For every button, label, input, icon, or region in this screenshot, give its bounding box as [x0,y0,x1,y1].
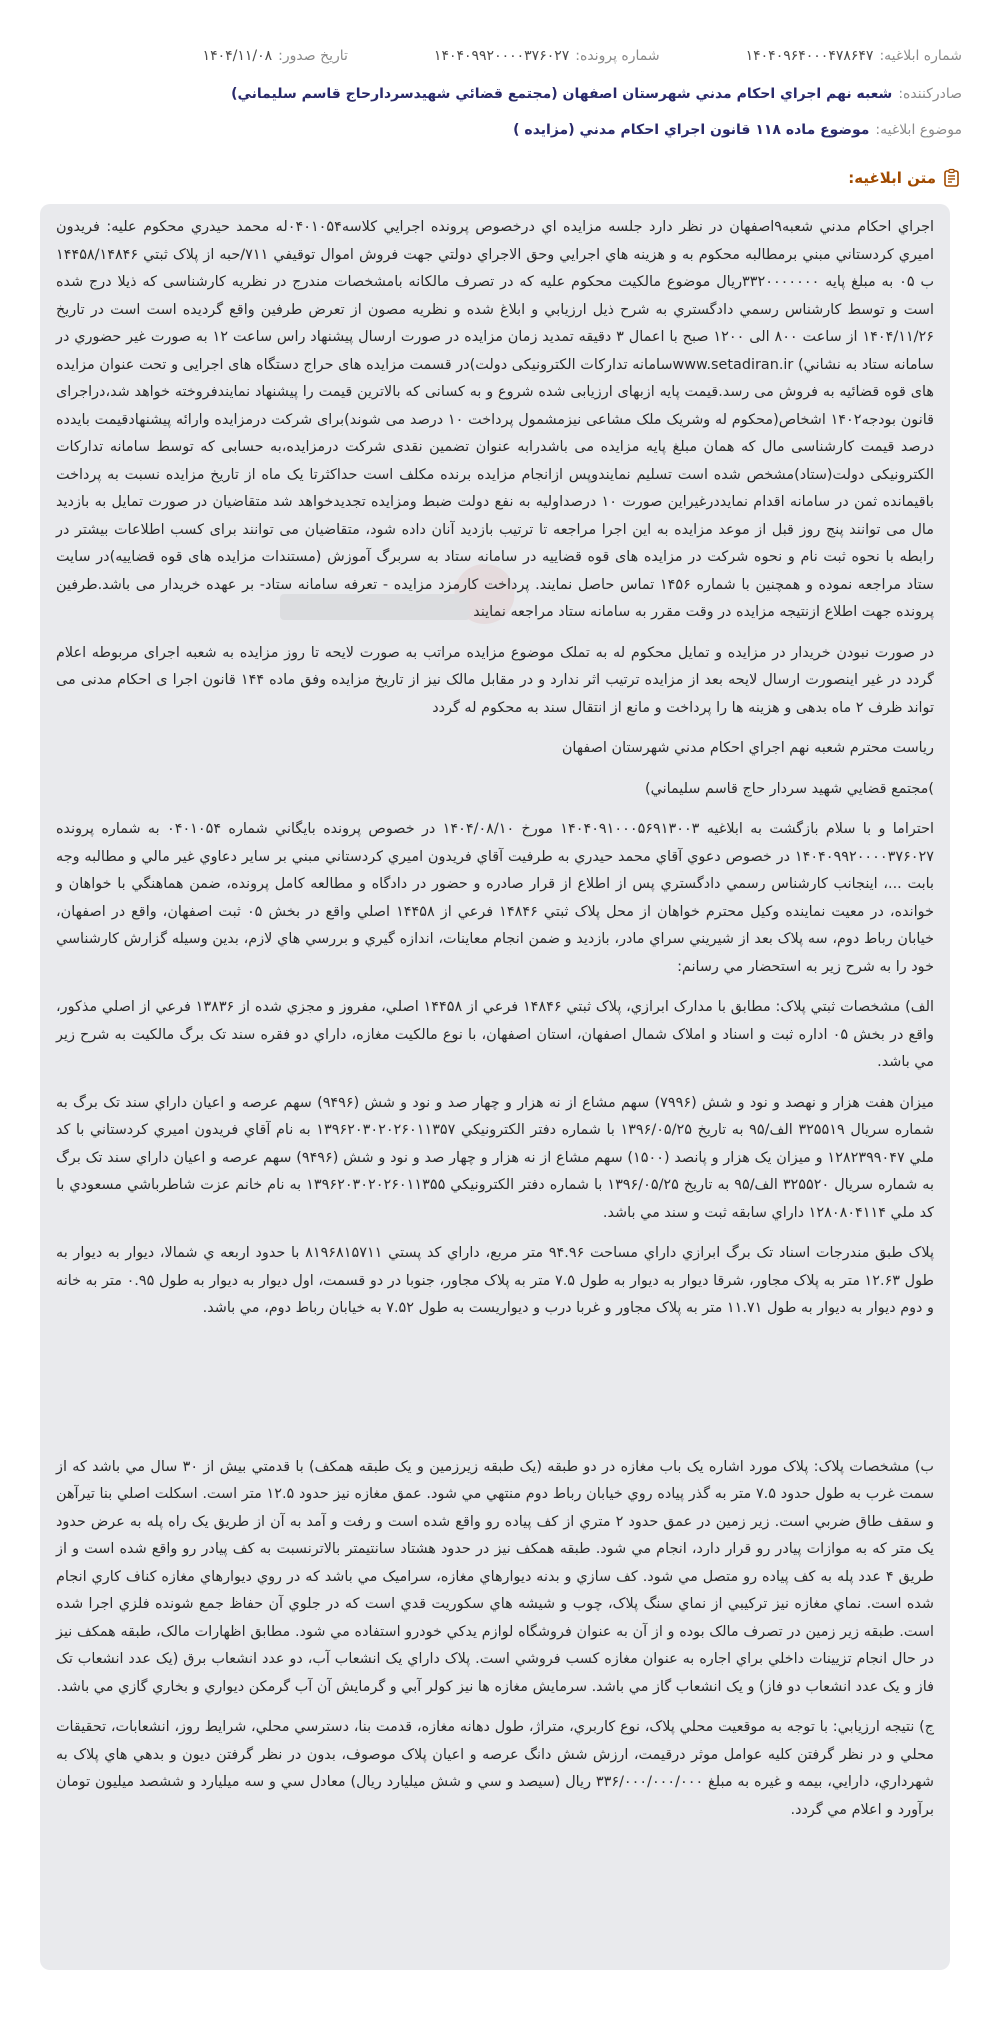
notice-text-heading-label: متن ابلاغيه: [848,169,936,187]
notice-number-field [746,48,962,64]
property-description-paragraph: ب) مشخصات پلاک: پلاک مورد اشاره يک باب مغازه در دو طبقه (يک طبقه زيرزمين و يک طبقه همکف) با قدمتي بيش از ۳۰ سال مي باشد که از سمت غرب به طول حدود ۷.۵ متر به گذر پياده روي خيابان رباط دوم منتهي مي شود. عمق مغازه نيز حدود ۱۲.۵ متر است. اسکلت اصلي بنا تيرآهن و سقف طاق ضربي است. زير زمين در عمق حدود ۲ متري از کف پياده رو واقع شده است و رفت و آمد به آن از طريق يک راه پله به عرض حدود يک متر که به موازات پيادر رو قرار دارد، انجام مي شود. طبقه همکف نيز در حدود هشتاد سانتيمتر بالاترنسبت به کف پيادر رو واقع شده است و از طريق ۴ عدد پله به کف پياده رو متصل مي شود. کف سازي و بدنه ديوارهاي مغازه، سراميک مي باشد که در روي ديوارهاي مغازه کناف کاري انجام شده است. نماي مغازه نيز ترکيبي از نماي سنگ پلاک، چوب و شيشه هاي سکوريت قدي است که در جلوي آن حفاظ جمع شونده فلزي اجرا شده است. طبقه زير زمين در تصرف مالک بوده و از آن به عنوان فروشگاه لوازم يدکي خودرو استفاده مي شود. مطابق اظهارات مالک، طبقه همکف نيز در حال انجام تزيينات داخلي براي اجاره به عنوان مغازه کسب فروشي است. پلاک داراي يک انشعاب آب، دو عدد انشعاب برق (يک عدد انشعاب تک فاز و يک عدد انشعاب دو فاز) و يک انشعاب گاز مي باشد. سرمايش مغازه ها نيز کولر آبي و گرمايش آن آب گرمکن ديواري و بخاري گازي مي باشد. [56,1458,934,1695]
blank-space [56,1336,934,1454]
issue-date-field [203,48,348,64]
subject-label: موضوع ابلاغيه: [875,122,962,138]
notice-body-text [56,214,934,1837]
addressee-line: رياست محترم شعبه نهم اجراي احکام مدني شهرستان اصفهان [561,740,934,756]
auction-paragraph: اجراي احکام مدني شعبه۹اصفهان در نظر دارد جلسه مزايده اي درخصوص پرونده اجرايي کلاسه۰۴۰۱۰۵۴له محمد حيدري محکوم عليه: فريدون اميري کردستاني مبني برمطالبه محکوم به و هزينه هاي اجرايي وحق الاجراي دولتي جهت فروش اموال توقيفي ۷۱۱/حبه از پلاک ثبتي ۱۴۴۵۸/۱۴۸۴۶ ب ۰۵ به مبلغ پايه ۳۳۲۰۰۰۰۰۰۰ريال موضوع مالکيت محکوم عليه که در تصرف مالکانه بامشخصات مندرج در نظريه کارشناسی که ذيلا درج شده است و توسط کارشناس رسمي دادگستري به شرح ذيل ارزيابي و ابلاغ شده و نظريه مصون از تعرض طرفين واقع گرديده است است در تاريخ ۱۴۰۴/۱۱/۲۶ از ساعت ۸۰۰ الی ۱۲۰۰ صبح با اعمال ۳ دقيقه تمديد زمان مزايده در صورت ارسال پيشنهاد راس ساعت ۱۲ به صورت غير حضوري در سامانه ستاد به نشاني) www.setadiran.irسامانه تدارکات الکترونيکی دولت)در قسمت مزايده های حراج دستگاه های اجرايی و تحت عنوان مزايده های قوه قضائيه به فروش می رسد.قيمت پايه ازبهای ارزيابی شده شروع و به کسانی که بالاترين قيمت را پيشنهاد نمايندفروخته خواهد شد،دراجرای قانون بودجه۱۴۰۲ اشخاص(محکوم له وشريک ملک مشاعی نيزمشمول پرداخت ۱۰ درصد می شوند)برای شرکت درمزايده وارائه پيشنهادقيمت بايدده درصد قيمت کارشناسی مال که همان مبلغ پايه مزايده می باشدرابه عنوان تضمين نقدی شرکت درمزايده،به حسابی که توسط سامانه تدارکات الکترونيکی دولت(ستاد)مشخص شده است تسليم نمايندوپس ازانجام مزايده برنده مکلف است حداکثرتا يک ماه از تاريخ مزايده نسبت به پرداخت باقيمانده ثمن در سامانه اقدام نمايددرغيراين صورت ۱۰ درصداوليه به نفع دولت ضبط ومزايده تجديدخواهد شد متقاضيان در صورت تمايل به بازديد مال می توانند پنج روز قبل از موعد مزايده به اين اجرا مراجعه تا ترتيب بازديد آنان داده شود، متقاضيان می توانند برای کسب اطلاعات بيشتر در رابطه با نحوه ثبت نام و نحوه شرکت در مزايده های قوه قضاييه در سامانه ستاد به سربرگ آموزش (مستندات مزايده های قوه قضاييه)در سايت ستاد مراجعه نموده و همچنين با شماره ۱۴۵۶ تماس حاصل نمايند. پرداخت کارمزد مزايده - تعرفه سامانه ستاد- بر عهده خريدار می باشد.طرفين پرونده جهت اطلاع ازنتيجه مزايده در وقت مقرر به سامانه ستاد مراجعه نمايند [56,219,934,620]
valuation-paragraph: ج) نتيجه ارزيابي: با توجه به موقعيت محلي پلاک، نوع کاربري، متراژ، طول دهانه مغازه، قدمت بنا، دسترسي محلي، شرايط روز، انشعابات، تحقيقات محلي و در نظر گرفتن کليه عوامل موثر درقيمت، ارزش شش دانگ عرصه و اعيان پلاک موصوف، بدون در نظر گرفتن ديون و بدهي هاي پلاک به شهرداري، دارايي، بيمه و غيره به مبلغ ۳۳۶/۰۰۰/۰۰۰/۰۰۰ ريال (سيصد و سي و شش ميليارد ريال) معادل سي و سه ميليارد و ششصد ميليون تومان برآورد و اعلام مي گردد. [56,1719,934,1818]
expert-intro-paragraph: احتراما و با سلام بازگشت به ابلاغيه ۱۴۰۴۰۹۱۰۰۰۵۶۹۱۳۰۰۳ مورخ ۱۴۰۴/۰۸/۱۰ در خصوص پرونده بايگاني شماره ۰۴۰۱۰۵۴ به شماره پرونده ۱۴۰۴۰۹۹۲۰۰۰۰۳۷۶۰۲۷ در خصوص دعوي آقاي محمد حيدري به طرفيت آقاي فريدون اميري کردستاني مبني بر ساير دعاوي غير مالي و مطالبه وجه بابت ...، اينجانب کارشناس رسمي دادگستري پس از اطلاع از قرار صادره و حضور در دادگاه و مطالعه کامل پرونده، ضمن هماهنگي با خواهان و خوانده، در معيت نماينده وکيل محترم خواهان از محل پلاک ثبتي ۱۴۸۴۶ فرعي از ۱۴۴۵۸ اصلي واقع در بخش ۰۵ ثبت اصفهان، واقع در اصفهان، خيابان رباط دوم، سه پلاک بعد از شيريني سراي مادر، بازديد و ضمن انجام معاينات، اندازه گيري و بررسي هاي لازم، بدين وسيله گزارش کارشناسي خود را به شرح زير به استحضار مي رسانم: [56,821,935,975]
notice-number: ۱۴۰۴۰۹۶۴۰۰۰۴۷۸۶۴۷ [745,48,874,64]
issuer-row [38,86,962,102]
complex-line: )مجتمع قضايي شهيد سردار حاج قاسم سليماني) [644,780,934,797]
document-icon [942,168,962,188]
subject: موضوع ماده ۱۱۸ قانون اجراي احکام مدني (مزايده ) [513,122,870,138]
notice-text-heading [848,168,962,188]
notice-meta-row [38,48,962,64]
case-number-field [434,48,660,64]
shares-paragraph: ميزان هفت هزار و نهصد و نود و شش (۷۹۹۶) سهم مشاع از نه هزار و چهار صد و نود و شش (۹۴۹۶) سهم عرصه و اعيان داراي سند تک برگ به شماره سريال ۳۲۵۵۱۹ الف/۹۵ به تاريخ ۱۳۹۶/۰۵/۲۵ با شماره دفتر الکترونيکي ۱۳۹۶۲۰۳۰۲۰۲۶۰۱۱۳۵۷ به نام آقاي فريدون اميري کردستاني با کد ملي ۱۲۸۲۳۹۹۰۴۷ و ميزان يک هزار و پانصد (۱۵۰۰) سهم مشاع از نه هزار و چهار صد و نود و شش (۹۴۹۶) سهم عرصه و اعيان داراي سند تک برگ به شماره سريال ۳۲۵۵۲۰ الف/۹۵ به تاريخ ۱۳۹۶/۰۵/۲۵ با شماره دفتر الکترونيکي ۱۳۹۶۲۰۳۰۲۰۲۶۰۱۱۳۵۵ به نام خانم عزت شاطرباشي مسعودي با کد ملي ۱۲۸۰۸۰۴۱۱۴ داراي سابقه ثبت و سند مي باشد. [56,1094,935,1221]
creditor-paragraph: در صورت نبودن خريدار در مزايده و تمايل محکوم له به تملک موضوع مزايده مراتب به صورت لايحه تا روز مزايده به شعبه اجرای مربوطه اعلام گردد در غير اينصورت ارسال لايحه بعد از مزايده ترتيب اثر ندارد و در مقابل مالک نيز از تاريخ مزايده وفق ماده ۱۴۴ قانون اجرا ی احکام مدنی می تواند ظرف ۲ ماه بدهی و هزينه ها را پرداخت و مانع از انتقال سند به محکوم له گردد [56,644,934,716]
issuer: شعبه نهم اجراي احکام مدني شهرستان اصفهان (مجتمع قضائي شهيدسردارحاج قاسم سليماني) [231,86,893,102]
issue-date-label: تاريخ صدور: [278,48,348,64]
case-number: ۱۴۰۴۰۹۹۲۰۰۰۰۳۷۶۰۲۷ [433,48,570,64]
registration-paragraph: الف) مشخصات ثبتي پلاک: مطابق با مدارک ابرازي، پلاک ثبتي ۱۴۸۴۶ فرعي از ۱۴۴۵۸ اصلي، مفروز و مجزي شده از ۱۳۸۳۶ فرعي از اصلي مذکور، واقع در بخش ۰۵ اداره ثبت و اسناد و املاک شمال اصفهان، استان اصفهان، با نوع مالکيت مغازه، داراي دو فقره سند تک برگ مالکيت به شرح زير مي باشد. [56,999,935,1070]
issuer-label: صادرکننده: [898,86,962,102]
notice-body-box [40,204,950,1970]
boundaries-paragraph: پلاک طبق مندرجات اسناد تک برگ ابرازي داراي مساحت ۹۴.۹۶ متر مربع، داراي کد پستي ۸۱۹۶۸۱۵۷۱۱ با حدود اربعه ي شمالا، ديوار به ديوار به طول ۱۲.۶۳ متر به پلاک مجاور، شرقا ديوار به ديوار به طول ۷.۵ متر به پلاک مجاور، جنوبا در دو قسمت، اول ديوار به ديوار به طول ۰.۹۵ متر به خانه و دوم ديوار به ديوار به طول ۱۱.۷۱ متر به پلاک مجاور و غربا درب و ديواريست به طول ۷.۵۲ به خيابان رباط دوم، مي باشد. [56,1245,935,1316]
subject-row [38,122,962,138]
notice-number-label: شماره ابلاغيه: [879,48,962,64]
case-number-label: شماره پرونده: [575,48,660,64]
issue-date: ۱۴۰۴/۱۱/۰۸ [202,48,273,64]
